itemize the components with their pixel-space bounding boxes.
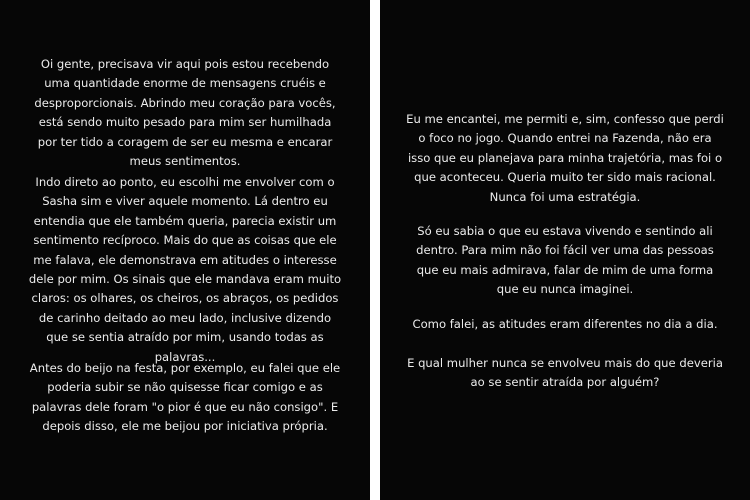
text-line: que se sentia atraído por mim, usando todas as <box>46 330 324 345</box>
text-line: Sasha sim e viver aquele momento. Lá dentro eu <box>42 194 328 209</box>
story-paragraph <box>380 315 750 334</box>
story-panel-left <box>0 0 370 500</box>
text-line: Nunca foi uma estratégia. <box>489 189 641 204</box>
text-line: dentro. Para mim não foi fácil ver uma das pessoas <box>416 243 714 258</box>
text-line: entendia que ele também queria, parecia existir um <box>33 213 337 228</box>
text-line: Como falei, as atitudes eram diferentes no dia a dia. <box>412 317 718 331</box>
story-panel-right <box>380 0 750 500</box>
text-line: sentimento recíproco. Mais do que as coisas que ele <box>33 233 337 248</box>
text-line: meus sentimentos. <box>129 154 241 169</box>
text-line: poderia subir se não quisesse ficar comigo e as <box>47 380 323 395</box>
text-line: Só eu sabia o que eu estava vivendo e sentindo ali <box>417 224 713 238</box>
text-line: de carinho deitado ao meu lado, inclusive dizendo <box>38 310 332 325</box>
text-line: por ter tido a coragem de ser eu mesma e encarar <box>37 134 333 149</box>
text-line: Antes do beijo na festa, por exemplo, eu falei que ele <box>29 361 341 375</box>
story-paragraph <box>380 222 750 300</box>
text-line: isso que eu planejava para minha trajetória, mas foi o <box>407 150 723 165</box>
story-paragraph <box>0 173 370 367</box>
text-line: palavras... <box>154 349 216 364</box>
text-line: claros: os olhares, os cheiros, os abraços, os pedidos <box>31 291 339 306</box>
text-line: que eu mais admirava, falar de mim de uma forma <box>416 262 714 277</box>
text-line: dele por mim. Os sinais que ele mandava eram muito <box>28 272 342 287</box>
text-line: palavras dele foram "o pior é que eu não consigo". E <box>31 399 339 414</box>
text-line: depois disso, ele me beijou por iniciativa própria. <box>42 419 328 434</box>
story-paragraph <box>380 110 750 207</box>
text-line: E qual mulher nunca se envolveu mais do que deveria <box>407 356 723 370</box>
story-paragraph <box>0 359 370 437</box>
story-paragraph <box>380 354 750 393</box>
text-line: está sendo muito pesado para mim ser humilhada <box>38 115 332 130</box>
text-line: ao se sentir atraída por alguém? <box>470 375 660 390</box>
story-paragraph <box>0 55 370 171</box>
text-line: uma quantidade enorme de mensagens cruéis e <box>44 76 326 91</box>
text-line: Oi gente, precisava vir aqui pois estou recebendo <box>40 57 330 71</box>
text-line: que aconteceu. Queria muito ter sido mais racional. <box>414 170 716 185</box>
text-line: Eu me encantei, me permiti e, sim, confesso que perdi <box>406 112 724 126</box>
text-line: Indo direto ao ponto, eu escolhi me envolver com o <box>35 175 335 189</box>
text-line: o foco no jogo. Quando entrei na Fazenda, não era <box>418 131 712 146</box>
text-line: me falava, ele demonstrava em atitudes o interesse <box>33 252 337 267</box>
text-line: que eu nunca imaginei. <box>496 282 634 297</box>
text-line: desproporcionais. Abrindo meu coração para vocês, <box>34 95 336 110</box>
